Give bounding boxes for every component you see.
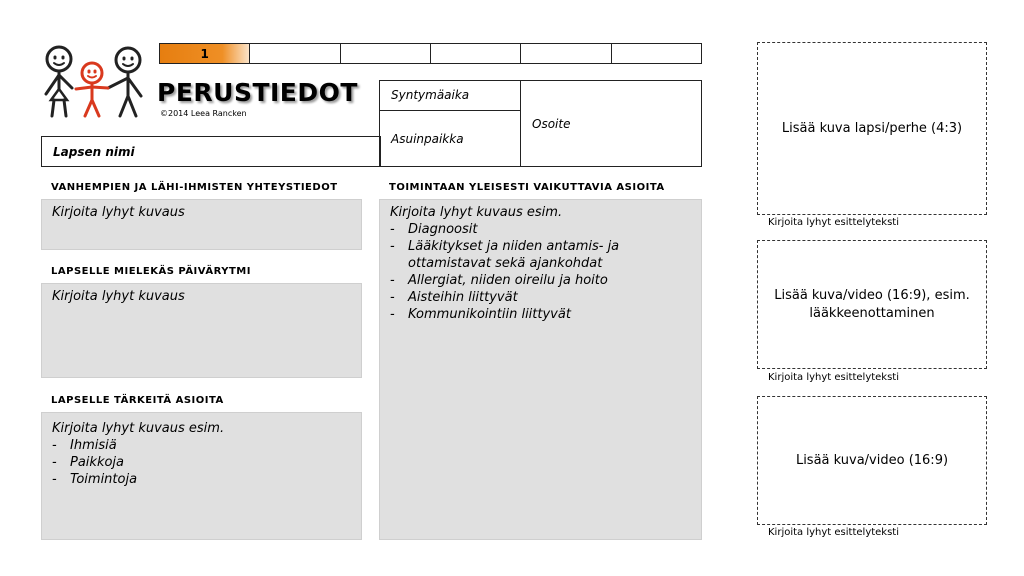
child-name-field[interactable]: Lapsen nimi (41, 136, 381, 167)
placeholder-text: Lisää kuva/video (16:9), esim. lääkkeenottaminen (774, 287, 970, 321)
birth-date-field[interactable]: Syntymäaika (379, 80, 521, 111)
add-family-photo-placeholder[interactable] (757, 42, 987, 215)
list-item: - Toimintoja (52, 471, 351, 488)
add-video-placeholder[interactable] (757, 396, 987, 525)
list-item: - Aisteihin liittyvät (390, 289, 631, 306)
list-item: - Kommunikointiin liittyvät (390, 306, 631, 323)
daily-rhythm-heading: LAPSELLE MIELEKÄS PÄIVÄRYTMI (51, 266, 251, 277)
copyright-text: ©2014 Leea Rancken (160, 109, 247, 118)
daily-rhythm-text: Kirjoita lyhyt kuvaus (52, 289, 185, 304)
media-caption[interactable]: Kirjoita lyhyt esittelyteksti (768, 217, 900, 228)
placeholder-text: Lisää kuva lapsi/perhe (4:3) (781, 120, 963, 136)
family-stick-figures-icon (42, 44, 148, 122)
step-indicator (159, 43, 702, 64)
step-4[interactable] (431, 44, 521, 63)
step-3[interactable] (341, 44, 431, 63)
step-6[interactable] (612, 44, 701, 63)
add-medication-video-placeholder[interactable] (757, 240, 987, 369)
important-things-textarea[interactable] (41, 412, 362, 540)
media-caption[interactable]: Kirjoita lyhyt esittelyteksti (768, 527, 900, 538)
page-title: PERUSTIEDOT (157, 78, 358, 107)
general-factors-textarea[interactable] (379, 199, 702, 540)
list-item: - Paikkoja (52, 454, 351, 471)
important-things-text: Kirjoita lyhyt kuvaus esim. (52, 421, 225, 436)
general-factors-heading: TOIMINTAAN YLEISESTI VAIKUTTAVIA ASIOITA (389, 182, 665, 193)
contacts-textarea[interactable] (41, 199, 362, 250)
list-item: - Ihmisiä (52, 437, 351, 454)
list-item: - Allergiat, niiden oireilu ja hoito (390, 272, 631, 289)
media-caption[interactable]: Kirjoita lyhyt esittelyteksti (768, 372, 900, 383)
list-item: - Diagnoosit (390, 221, 631, 238)
general-factors-text: Kirjoita lyhyt kuvaus esim. (390, 205, 563, 220)
contacts-text: Kirjoita lyhyt kuvaus (52, 205, 185, 220)
placeholder-text: Lisää kuva/video (16:9) (795, 452, 949, 468)
daily-rhythm-textarea[interactable] (41, 283, 362, 378)
step-2[interactable] (250, 44, 340, 63)
list-item: - Lääkitykset ja niiden antamis- ja ottamistavat sekä ajankohdat (390, 238, 631, 272)
important-things-heading: LAPSELLE TÄRKEITÄ ASIOITA (51, 395, 224, 406)
step-1[interactable]: 1 (160, 44, 250, 63)
residence-field[interactable]: Asuinpaikka (379, 110, 521, 167)
contacts-heading: VANHEMPIEN JA LÄHI-IHMISTEN YHTEYSTIEDOT (51, 182, 338, 193)
step-5[interactable] (521, 44, 611, 63)
address-field[interactable]: Osoite (520, 80, 702, 167)
